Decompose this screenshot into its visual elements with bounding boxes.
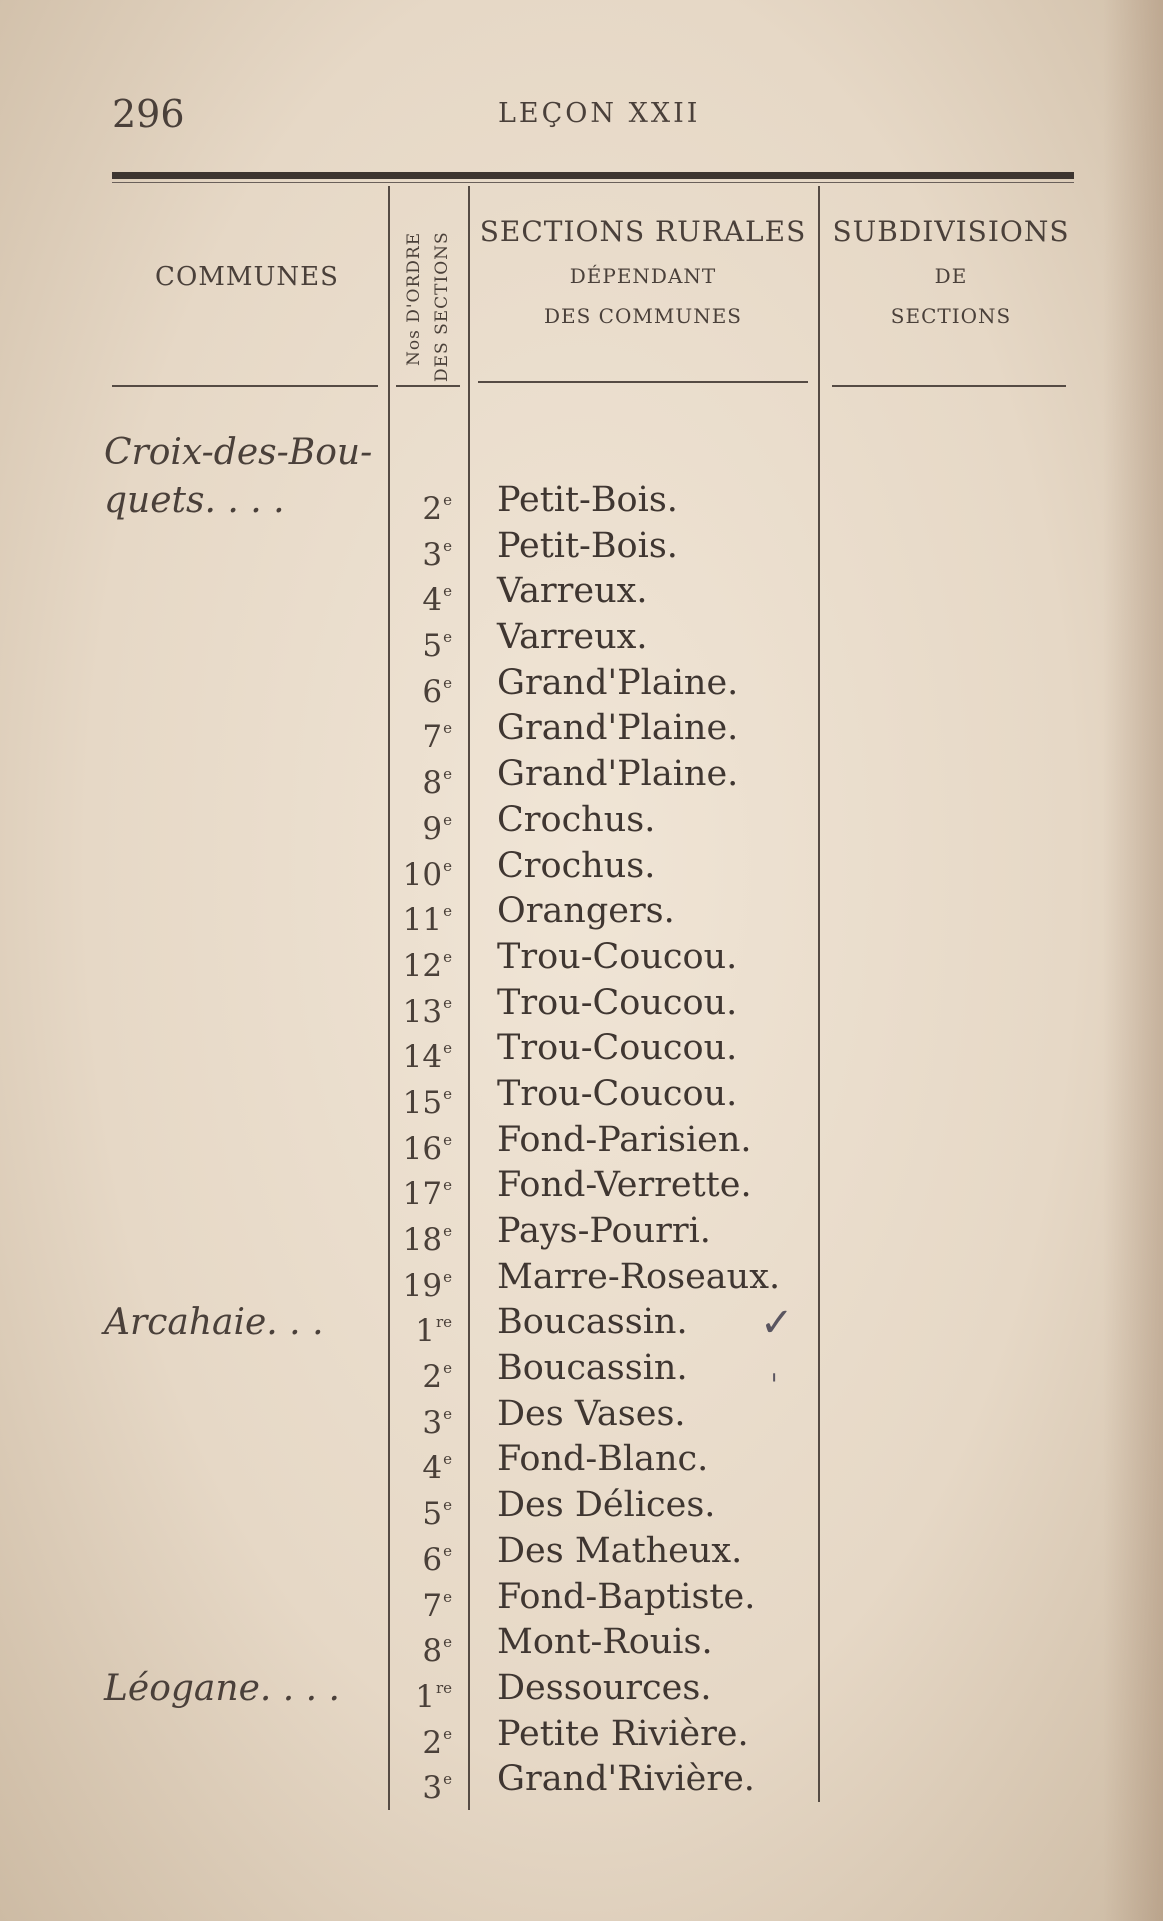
table-row bbox=[0, 1712, 1163, 1761]
section-name: Marre-Roseaux. bbox=[497, 1256, 781, 1297]
section-name: Des Matheux. bbox=[497, 1530, 743, 1571]
header-underline-order bbox=[396, 385, 460, 387]
section-number: 2e bbox=[422, 1359, 452, 1396]
section-name: Crochus. bbox=[497, 799, 656, 840]
section-name: Boucassin. bbox=[497, 1348, 688, 1389]
table-row bbox=[0, 1026, 1163, 1076]
section-number: 3e bbox=[422, 536, 452, 573]
section-name: Fond-Blanc. bbox=[497, 1439, 709, 1480]
section-number: 17e bbox=[402, 1176, 452, 1213]
section-number: 4e bbox=[422, 582, 452, 619]
section-number: 11e bbox=[402, 902, 452, 939]
table-row bbox=[0, 1437, 1163, 1487]
section-name: Des Vases. bbox=[497, 1393, 686, 1434]
table-row bbox=[0, 524, 1163, 573]
table-row bbox=[0, 1757, 1163, 1807]
table-row bbox=[0, 661, 1163, 710]
page-number: 296 bbox=[112, 92, 185, 136]
section-name: Mont-Rouis. bbox=[497, 1622, 713, 1663]
header-underline-subdivisions bbox=[832, 385, 1066, 387]
section-number: 7e bbox=[422, 719, 452, 756]
pencil-check-mark-icon: ✓ bbox=[760, 1300, 794, 1346]
table-body bbox=[0, 478, 1163, 1807]
commune-name-line1: Croix-des-Bou- bbox=[104, 432, 373, 473]
pencil-tick-mark-icon: ˌ bbox=[770, 1350, 779, 1385]
section-number: 3e bbox=[422, 1404, 452, 1441]
table-row bbox=[0, 615, 1163, 665]
section-name: Grand'Plaine. bbox=[497, 754, 739, 795]
section-name: Orangers. bbox=[497, 891, 675, 932]
section-number: 2e bbox=[422, 1724, 452, 1761]
table-row bbox=[0, 752, 1163, 802]
section-name: Petite Rivière. bbox=[497, 1713, 749, 1754]
section-number: 1re bbox=[415, 1678, 452, 1715]
table-row bbox=[0, 798, 1163, 847]
section-number: 13e bbox=[402, 993, 452, 1030]
table-row bbox=[0, 1620, 1163, 1670]
section-number: 7e bbox=[422, 1587, 452, 1624]
section-name: Petit-Bois. bbox=[497, 480, 678, 520]
section-number: 3e bbox=[422, 1770, 452, 1807]
section-name: Fond-Baptiste. bbox=[497, 1576, 756, 1617]
section-number: 8e bbox=[422, 1633, 452, 1670]
section-number: 16e bbox=[402, 1130, 452, 1167]
section-number: 5e bbox=[422, 1496, 452, 1533]
table-row bbox=[0, 1300, 1163, 1350]
table-row bbox=[0, 844, 1163, 893]
table-row bbox=[0, 1666, 1163, 1715]
table-row bbox=[0, 889, 1163, 939]
running-title: LEÇON XXII bbox=[498, 98, 701, 129]
section-number: 8e bbox=[422, 765, 452, 802]
header-communes: COMMUNES bbox=[155, 262, 339, 292]
table-row bbox=[0, 1118, 1163, 1167]
table-row bbox=[0, 569, 1163, 619]
table-row bbox=[0, 1392, 1163, 1441]
section-name: Grand'Rivière. bbox=[497, 1759, 755, 1800]
table-row bbox=[0, 1255, 1163, 1304]
header-underline-communes bbox=[112, 385, 378, 387]
table-row bbox=[0, 478, 1163, 527]
section-name: Trou-Coucou. bbox=[497, 982, 738, 1023]
commune-name: Léogane. . . . bbox=[104, 1667, 340, 1709]
section-name: Grand'Plaine. bbox=[497, 662, 739, 703]
section-number: 1re bbox=[415, 1313, 452, 1350]
section-number: 2e bbox=[422, 491, 452, 527]
header-underline-sections bbox=[478, 381, 808, 383]
section-name: Trou-Coucou. bbox=[497, 1073, 738, 1114]
table-row bbox=[0, 935, 1163, 984]
section-name: Varreux. bbox=[497, 571, 648, 612]
header-sections-rurales: SECTIONS RURALES DÉPENDANT DES COMMUNES bbox=[479, 215, 807, 328]
table-row bbox=[0, 1346, 1163, 1396]
section-number: 4e bbox=[422, 1450, 452, 1487]
section-number: 6e bbox=[422, 673, 452, 710]
section-number: 5e bbox=[422, 628, 452, 665]
section-name: Dessources. bbox=[497, 1667, 712, 1708]
section-number: 6e bbox=[422, 1541, 452, 1578]
section-name: Boucassin. bbox=[497, 1302, 688, 1343]
table-row bbox=[0, 1163, 1163, 1213]
table-row bbox=[0, 1209, 1163, 1258]
header-subdivisions: SUBDIVISIONS DE SECTIONS bbox=[832, 215, 1070, 328]
section-name: Grand'Plaine. bbox=[497, 708, 739, 749]
section-number: 19e bbox=[402, 1267, 452, 1304]
section-name: Pays-Pourri. bbox=[497, 1211, 711, 1251]
table-row bbox=[0, 1072, 1163, 1121]
section-number: 9e bbox=[422, 810, 452, 847]
section-name: Fond-Parisien. bbox=[497, 1119, 752, 1160]
table-row bbox=[0, 981, 1163, 1030]
section-name: Trou-Coucou. bbox=[497, 936, 738, 977]
section-name: Fond-Verrette. bbox=[497, 1165, 752, 1206]
table-row bbox=[0, 1529, 1163, 1578]
commune-name: quets. . . . bbox=[104, 480, 285, 521]
section-name: Crochus. bbox=[497, 845, 656, 886]
table-row bbox=[0, 706, 1163, 756]
section-name: Des Délices. bbox=[497, 1485, 716, 1526]
section-number: 18e bbox=[402, 1222, 452, 1258]
header-order-line1: Nos D'ORDRE bbox=[404, 231, 424, 366]
section-name: Varreux. bbox=[497, 617, 648, 658]
table-row bbox=[0, 1575, 1163, 1624]
header-order-numbers bbox=[390, 186, 462, 382]
section-number: 14e bbox=[402, 1039, 452, 1076]
section-number: 12e bbox=[402, 947, 452, 984]
header-rule bbox=[112, 172, 1074, 179]
header-rule-thin bbox=[112, 182, 1074, 183]
section-number: 10e bbox=[402, 856, 452, 893]
commune-name: Arcahaie. . . bbox=[104, 1302, 324, 1344]
section-name: Trou-Coucou. bbox=[497, 1028, 738, 1069]
table-row bbox=[0, 1483, 1163, 1533]
header-order-line2: DES SECTIONS bbox=[432, 231, 452, 382]
section-number: 15e bbox=[402, 1084, 452, 1121]
section-name: Petit-Bois. bbox=[497, 525, 678, 566]
